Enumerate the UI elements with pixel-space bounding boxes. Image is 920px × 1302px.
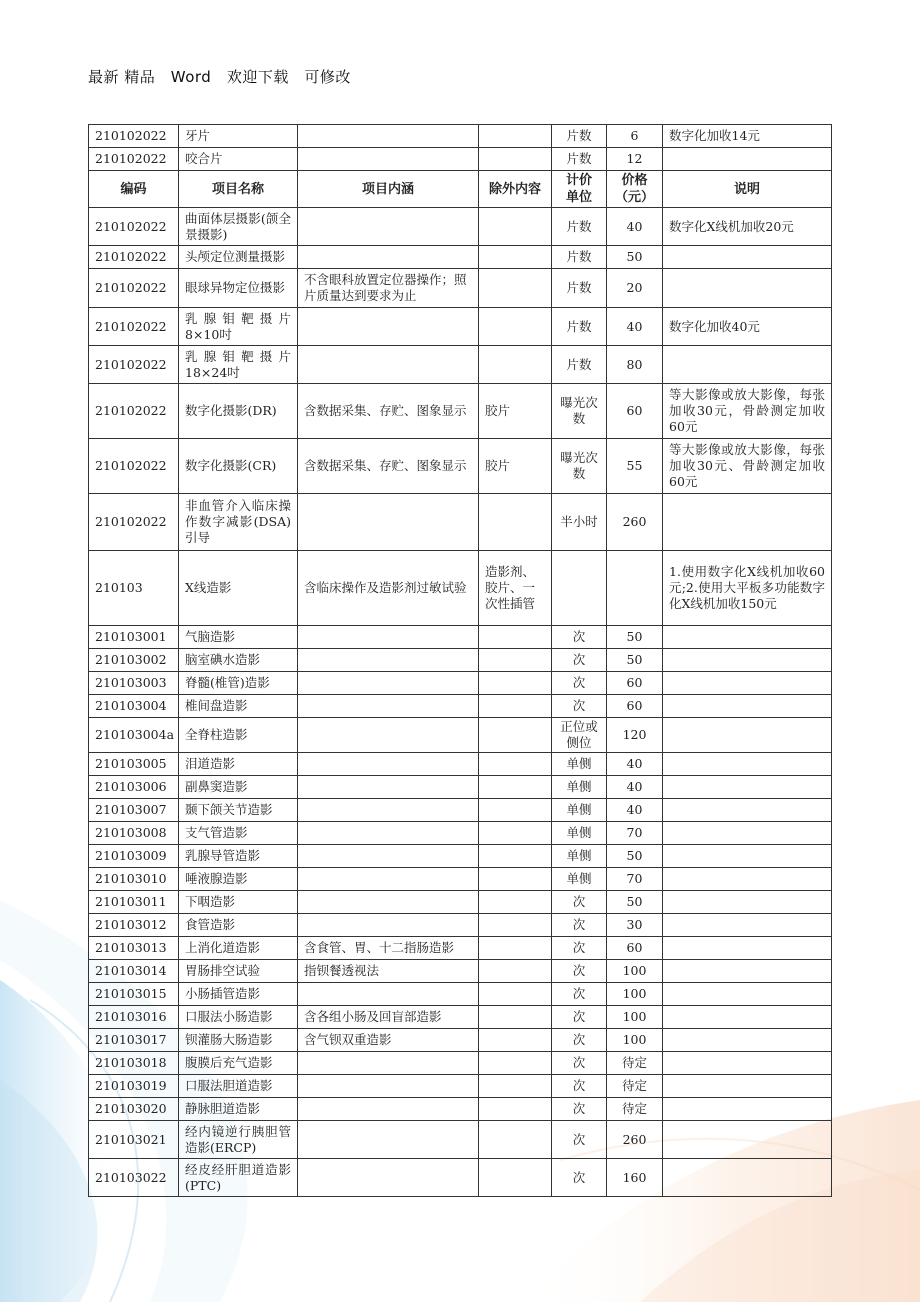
cell-name: 数字化摄影(CR) (179, 439, 298, 494)
cell-code: 210102022 (89, 125, 179, 148)
cell-code: 210103013 (89, 937, 179, 960)
cell-excl (479, 1121, 552, 1159)
cell-unit: 次 (552, 672, 607, 695)
cell-price: 40 (607, 753, 663, 776)
table-row (89, 960, 832, 983)
cell-unit: 单侧 (552, 799, 607, 822)
cell-unit: 次 (552, 626, 607, 649)
cell-name: 静脉胆道造影 (179, 1098, 298, 1121)
cell-code: 210103002 (89, 649, 179, 672)
cell-name: 食管造影 (179, 914, 298, 937)
table-row (89, 346, 832, 384)
cell-content (298, 753, 479, 776)
cell-content (298, 1121, 479, 1159)
cell-unit: 次 (552, 891, 607, 914)
cell-note: 数字化加收14元 (663, 125, 832, 148)
table-row (89, 753, 832, 776)
cell-code: 210103007 (89, 799, 179, 822)
cell-price: 30 (607, 914, 663, 937)
cell-note: 等大影像或放大影像，每张加收30元，骨龄测定加收60元 (663, 384, 832, 439)
cell-excl (479, 776, 552, 799)
cell-unit: 正位或侧位 (552, 718, 607, 753)
cell-content: 含数据采集、存贮、图象显示 (298, 439, 479, 494)
cell-name: 泪道造影 (179, 753, 298, 776)
cell-price: 60 (607, 937, 663, 960)
cell-excl (479, 1052, 552, 1075)
cell-name: 钡灌肠大肠造影 (179, 1029, 298, 1052)
cell-unit: 次 (552, 983, 607, 1006)
fee-table-body (89, 125, 832, 1197)
cell-excl (479, 308, 552, 346)
cell-code: 210103011 (89, 891, 179, 914)
cell-unit: 次 (552, 1159, 607, 1197)
table-row (89, 868, 832, 891)
cell-note (663, 672, 832, 695)
cell-unit: 次 (552, 695, 607, 718)
cell-code: 210103021 (89, 1121, 179, 1159)
table-row (89, 384, 832, 439)
cell-note (663, 868, 832, 891)
cell-name: 乳腺钼靶摄片 18×24吋 (179, 346, 298, 384)
cell-note (663, 1029, 832, 1052)
cell-content (298, 1052, 479, 1075)
cell-code: 210102022 (89, 148, 179, 171)
cell-name: 眼球异物定位摄影 (179, 269, 298, 308)
cell-note (663, 983, 832, 1006)
table-row (89, 1052, 832, 1075)
cell-code: 210102022 (89, 308, 179, 346)
cell-code: 210103008 (89, 822, 179, 845)
table-row (89, 983, 832, 1006)
cell-excl: 胶片 (479, 384, 552, 439)
cell-price: 50 (607, 626, 663, 649)
cell-excl (479, 822, 552, 845)
cell-name: 唾液腺造影 (179, 868, 298, 891)
column-header: 计价 单位 (552, 171, 607, 208)
cell-price: 260 (607, 1121, 663, 1159)
cell-excl (479, 269, 552, 308)
cell-note (663, 1075, 832, 1098)
cell-name: 下咽造影 (179, 891, 298, 914)
cell-content (298, 1159, 479, 1197)
cell-name: 胃肠排空试验 (179, 960, 298, 983)
cell-content: 指钡餐透视法 (298, 960, 479, 983)
cell-excl (479, 983, 552, 1006)
cell-name: 咬合片 (179, 148, 298, 171)
cell-price: 100 (607, 960, 663, 983)
cell-note (663, 1098, 832, 1121)
cell-price: 50 (607, 246, 663, 269)
cell-excl (479, 914, 552, 937)
table-row (89, 649, 832, 672)
cell-unit: 半小时 (552, 494, 607, 551)
cell-unit: 单侧 (552, 845, 607, 868)
cell-price: 6 (607, 125, 663, 148)
cell-code: 210102022 (89, 346, 179, 384)
cell-note (663, 148, 832, 171)
table-row (89, 1029, 832, 1052)
cell-code: 210102022 (89, 494, 179, 551)
cell-excl (479, 1006, 552, 1029)
cell-name: X线造影 (179, 551, 298, 626)
cell-unit: 曝光次数 (552, 439, 607, 494)
cell-content: 含临床操作及造影剂过敏试验 (298, 551, 479, 626)
cell-content (298, 626, 479, 649)
cell-content (298, 868, 479, 891)
cell-price: 70 (607, 868, 663, 891)
cell-name: 经内镜逆行胰胆管造影(ERCP) (179, 1121, 298, 1159)
cell-note (663, 799, 832, 822)
cell-unit: 单侧 (552, 868, 607, 891)
table-row (89, 308, 832, 346)
cell-code: 210103003 (89, 672, 179, 695)
cell-price: 40 (607, 776, 663, 799)
cell-note: 数字化加收40元 (663, 308, 832, 346)
cell-name: 牙片 (179, 125, 298, 148)
table-row (89, 439, 832, 494)
page-header: 最新 精品 Word 欢迎下载 可修改 (88, 68, 351, 86)
cell-price: 100 (607, 983, 663, 1006)
table-row (89, 822, 832, 845)
cell-content (298, 695, 479, 718)
cell-content (298, 208, 479, 246)
cell-excl (479, 695, 552, 718)
cell-note (663, 776, 832, 799)
table-row (89, 626, 832, 649)
cell-code: 210102022 (89, 384, 179, 439)
table-header-row (89, 171, 832, 208)
cell-content (298, 914, 479, 937)
cell-content (298, 776, 479, 799)
cell-note (663, 914, 832, 937)
cell-note (663, 1052, 832, 1075)
cell-excl (479, 626, 552, 649)
cell-content (298, 1098, 479, 1121)
cell-price: 40 (607, 208, 663, 246)
cell-note (663, 1159, 832, 1197)
cell-unit: 曝光次数 (552, 384, 607, 439)
column-header: 项目名称 (179, 171, 298, 208)
cell-content: 不含眼科放置定位器操作；照片质量达到要求为止 (298, 269, 479, 308)
cell-note: 数字化X线机加收20元 (663, 208, 832, 246)
cell-content (298, 1075, 479, 1098)
cell-excl (479, 753, 552, 776)
cell-excl (479, 937, 552, 960)
cell-unit: 单侧 (552, 822, 607, 845)
cell-note (663, 937, 832, 960)
cell-note (663, 718, 832, 753)
cell-price: 55 (607, 439, 663, 494)
column-header: 说明 (663, 171, 832, 208)
cell-note (663, 1006, 832, 1029)
cell-content (298, 718, 479, 753)
cell-price: 50 (607, 845, 663, 868)
cell-name: 口服法胆道造影 (179, 1075, 298, 1098)
cell-code: 210103004a (89, 718, 179, 753)
cell-price (607, 551, 663, 626)
cell-price: 50 (607, 891, 663, 914)
cell-code: 210103001 (89, 626, 179, 649)
table-row (89, 1121, 832, 1159)
cell-excl (479, 148, 552, 171)
cell-name: 乳腺导管造影 (179, 845, 298, 868)
cell-excl (479, 246, 552, 269)
cell-name: 气脑造影 (179, 626, 298, 649)
cell-note (663, 891, 832, 914)
table-row (89, 551, 832, 626)
cell-content: 含食管、胃、十二指肠造影 (298, 937, 479, 960)
cell-content (298, 649, 479, 672)
cell-code: 210103005 (89, 753, 179, 776)
cell-content (298, 822, 479, 845)
cell-price: 20 (607, 269, 663, 308)
cell-name: 非血管介入临床操作数字减影(DSA)引导 (179, 494, 298, 551)
cell-note (663, 1121, 832, 1159)
cell-unit: 次 (552, 914, 607, 937)
cell-excl (479, 125, 552, 148)
cell-code: 210103019 (89, 1075, 179, 1098)
cell-excl: 造影剂、胶片、一次性插管 (479, 551, 552, 626)
cell-price: 60 (607, 672, 663, 695)
cell-name: 副鼻窦造影 (179, 776, 298, 799)
table-row (89, 494, 832, 551)
cell-excl (479, 1075, 552, 1098)
cell-excl (479, 672, 552, 695)
cell-name: 头颅定位测量摄影 (179, 246, 298, 269)
cell-unit: 片数 (552, 208, 607, 246)
cell-price: 50 (607, 649, 663, 672)
cell-note (663, 649, 832, 672)
cell-note: 等大影像或放大影像，每张加收30元、骨龄测定加收60元 (663, 439, 832, 494)
table-row (89, 246, 832, 269)
cell-code: 210103018 (89, 1052, 179, 1075)
cell-price: 160 (607, 1159, 663, 1197)
cell-name: 乳腺钼靶摄片 8×10吋 (179, 308, 298, 346)
table-row (89, 718, 832, 753)
cell-code: 210103 (89, 551, 179, 626)
cell-code: 210102022 (89, 246, 179, 269)
cell-note (663, 269, 832, 308)
cell-price: 100 (607, 1006, 663, 1029)
cell-code: 210103017 (89, 1029, 179, 1052)
cell-unit: 片数 (552, 269, 607, 308)
cell-excl (479, 494, 552, 551)
cell-excl (479, 1159, 552, 1197)
cell-name: 小肠插管造影 (179, 983, 298, 1006)
cell-note (663, 346, 832, 384)
cell-code: 210103020 (89, 1098, 179, 1121)
cell-content (298, 672, 479, 695)
cell-unit (552, 551, 607, 626)
cell-name: 颞下颌关节造影 (179, 799, 298, 822)
cell-note (663, 695, 832, 718)
cell-price: 待定 (607, 1098, 663, 1121)
cell-unit: 次 (552, 960, 607, 983)
cell-name: 椎间盘造影 (179, 695, 298, 718)
cell-note (663, 246, 832, 269)
cell-excl (479, 208, 552, 246)
cell-note: 1.使用数字化X线机加收60元;2.使用大平板多功能数字化X线机加收150元 (663, 551, 832, 626)
cell-code: 210103006 (89, 776, 179, 799)
cell-content (298, 891, 479, 914)
table-row (89, 672, 832, 695)
cell-unit: 次 (552, 1075, 607, 1098)
cell-note (663, 960, 832, 983)
cell-code: 210103015 (89, 983, 179, 1006)
cell-content: 含各组小肠及回盲部造影 (298, 1006, 479, 1029)
cell-name: 数字化摄影(DR) (179, 384, 298, 439)
cell-unit: 单侧 (552, 753, 607, 776)
cell-excl (479, 649, 552, 672)
fee-table (88, 124, 832, 1197)
table-row (89, 1159, 832, 1197)
cell-code: 210103010 (89, 868, 179, 891)
cell-price: 40 (607, 308, 663, 346)
cell-name: 脊髓(椎管)造影 (179, 672, 298, 695)
cell-unit: 片数 (552, 308, 607, 346)
cell-excl (479, 868, 552, 891)
cell-excl (479, 1098, 552, 1121)
cell-content (298, 494, 479, 551)
cell-price: 待定 (607, 1052, 663, 1075)
cell-unit: 片数 (552, 125, 607, 148)
table-row (89, 1098, 832, 1121)
cell-price: 60 (607, 384, 663, 439)
cell-code: 210103012 (89, 914, 179, 937)
table-row (89, 1006, 832, 1029)
cell-code: 210103016 (89, 1006, 179, 1029)
table-row (89, 269, 832, 308)
cell-content (298, 308, 479, 346)
cell-unit: 次 (552, 1121, 607, 1159)
cell-code: 210103014 (89, 960, 179, 983)
cell-name: 脑室碘水造影 (179, 649, 298, 672)
cell-unit: 片数 (552, 246, 607, 269)
cell-content (298, 346, 479, 384)
cell-note (663, 822, 832, 845)
cell-unit: 次 (552, 1029, 607, 1052)
cell-price: 12 (607, 148, 663, 171)
cell-unit: 片数 (552, 148, 607, 171)
cell-content (298, 148, 479, 171)
table-row (89, 799, 832, 822)
cell-price: 70 (607, 822, 663, 845)
cell-code: 210102022 (89, 439, 179, 494)
table-row (89, 776, 832, 799)
cell-note (663, 494, 832, 551)
table-row (89, 208, 832, 246)
cell-note (663, 845, 832, 868)
cell-code: 210102022 (89, 269, 179, 308)
cell-content (298, 983, 479, 1006)
cell-name: 全脊柱造影 (179, 718, 298, 753)
cell-content (298, 845, 479, 868)
cell-code: 210103004 (89, 695, 179, 718)
cell-price: 100 (607, 1029, 663, 1052)
column-header: 除外内容 (479, 171, 552, 208)
cell-excl (479, 891, 552, 914)
cell-content: 含数据采集、存贮、图象显示 (298, 384, 479, 439)
table-row (89, 937, 832, 960)
table-row (89, 148, 832, 171)
cell-excl: 胶片 (479, 439, 552, 494)
cell-excl (479, 1029, 552, 1052)
cell-unit: 单侧 (552, 776, 607, 799)
cell-code: 210103009 (89, 845, 179, 868)
cell-content: 含气钡双重造影 (298, 1029, 479, 1052)
table-row (89, 1075, 832, 1098)
cell-unit: 次 (552, 1006, 607, 1029)
cell-excl (479, 799, 552, 822)
table-row (89, 125, 832, 148)
cell-code: 210103022 (89, 1159, 179, 1197)
cell-excl (479, 845, 552, 868)
cell-name: 曲面体层摄影(颌全景摄影) (179, 208, 298, 246)
table-row (89, 845, 832, 868)
column-header: 项目内涵 (298, 171, 479, 208)
cell-price: 80 (607, 346, 663, 384)
cell-name: 腹膜后充气造影 (179, 1052, 298, 1075)
column-header: 价格 （元） (607, 171, 663, 208)
cell-name: 经皮经肝胆道造影(PTC) (179, 1159, 298, 1197)
cell-price: 60 (607, 695, 663, 718)
cell-name: 支气管造影 (179, 822, 298, 845)
cell-excl (479, 346, 552, 384)
cell-price: 待定 (607, 1075, 663, 1098)
cell-unit: 次 (552, 1052, 607, 1075)
column-header: 编码 (89, 171, 179, 208)
cell-content (298, 125, 479, 148)
cell-note (663, 753, 832, 776)
cell-price: 260 (607, 494, 663, 551)
table-row (89, 914, 832, 937)
cell-name: 口服法小肠造影 (179, 1006, 298, 1029)
cell-price: 120 (607, 718, 663, 753)
cell-excl (479, 960, 552, 983)
cell-unit: 次 (552, 1098, 607, 1121)
cell-content (298, 246, 479, 269)
cell-excl (479, 718, 552, 753)
cell-unit: 次 (552, 649, 607, 672)
cell-price: 40 (607, 799, 663, 822)
cell-note (663, 626, 832, 649)
table-row (89, 695, 832, 718)
cell-content (298, 799, 479, 822)
cell-name: 上消化道造影 (179, 937, 298, 960)
table-row (89, 891, 832, 914)
cell-unit: 片数 (552, 346, 607, 384)
cell-code: 210102022 (89, 208, 179, 246)
cell-unit: 次 (552, 937, 607, 960)
